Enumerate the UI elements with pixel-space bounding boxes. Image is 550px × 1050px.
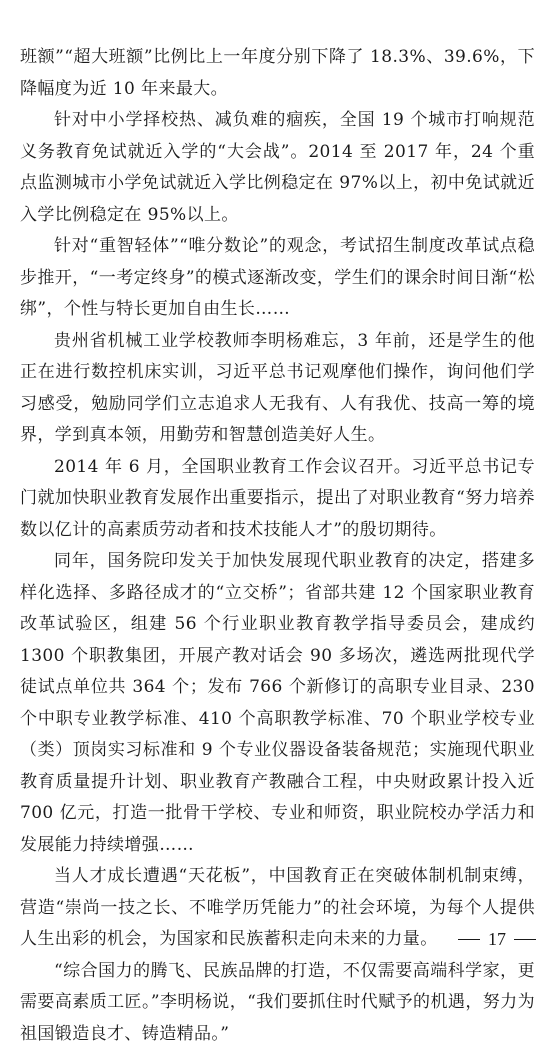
paragraph-3: 针对“重智轻体”“唯分数论”的观念，考试招生制度改革试点稳步推开，“一考定终身”的模式逐渐改变，学生们的课余时间日渐“松绑”，个性与特长更加自由生长…… [20, 231, 535, 326]
footer-dash-left [458, 939, 480, 940]
footer-dash-right [514, 939, 536, 940]
paragraph-8: “综合国力的腾飞、民族品牌的打造，不仅需要高端科学家，更需要高素质工匠。”李明杨说，“我们要抓住时代赋予的机遇，努力为祖国锻造良才、铸造精品。” [20, 956, 535, 1050]
paragraph-7: 当人才成长遭遇“天花板”，中国教育正在突破体制机制束缚，营造“崇尚一技之长、不唯学历凭能力”的社会环境，为每个人提供人生出彩的机会，为国家和民族蓄积走向未来的力量。 [20, 861, 535, 956]
paragraph-1: 班额”“超大班额”比例比上一年度分别下降了 18.3%、39.6%，下降幅度为近 10 年来最大。 [20, 42, 535, 105]
article-body [20, 42, 535, 1050]
paragraph-5: 2014 年 6 月，全国职业教育工作会议召开。习近平总书记专门就加快职业教育发展作出重要指示，提出了对职业教育“努力培养数以亿计的高素质劳动者和技术技能人才”的殷切期待。 [20, 452, 535, 547]
paragraph-6: 同年，国务院印发关于加快发展现代职业教育的决定，搭建多样化选择、多路径成才的“立交桥”；省部共建 12 个国家职业教育改革试验区，组建 56 个行业职业教育教学指导委员会，建成约 1300 个职教集团，开展产教对话会 90 多场次，遴选两批现代学徒试点单位共 364 个；发布 766 个新修订的高职专业目录、230 个中职专业教学标准、410 个高职教学标准、70 个职业学校专业（类）顶岗实习标准和 9 个专业仪器设备装备规范；实施现代职业教育质量提升计划、职业教育产教融合工程，中央财政累计投入近 700 亿元，打造一批骨干学校、专业和师资，职业院校办学活力和发展能力持续增强…… [20, 546, 535, 861]
paragraph-4: 贵州省机械工业学校教师李明杨难忘，3 年前，还是学生的他正在进行数控机床实训，习近平总书记观摩他们操作，询问他们学习感受，勉励同学们立志追求人无我有、人有我优、技高一筹的境界，学到真本领，用勤劳和智慧创造美好人生。 [20, 326, 535, 452]
paragraph-2: 针对中小学择校热、减负难的痼疾，全国 19 个城市打响规范义务教育免试就近入学的“大会战”。2014 至 2017 年，24 个重点监测城市小学免试就近入学比例稳定在 97%以上，初中免试就近入学比例稳定在 95%以上。 [20, 105, 535, 231]
page-number: 17 [488, 929, 506, 950]
page-footer [458, 929, 536, 950]
